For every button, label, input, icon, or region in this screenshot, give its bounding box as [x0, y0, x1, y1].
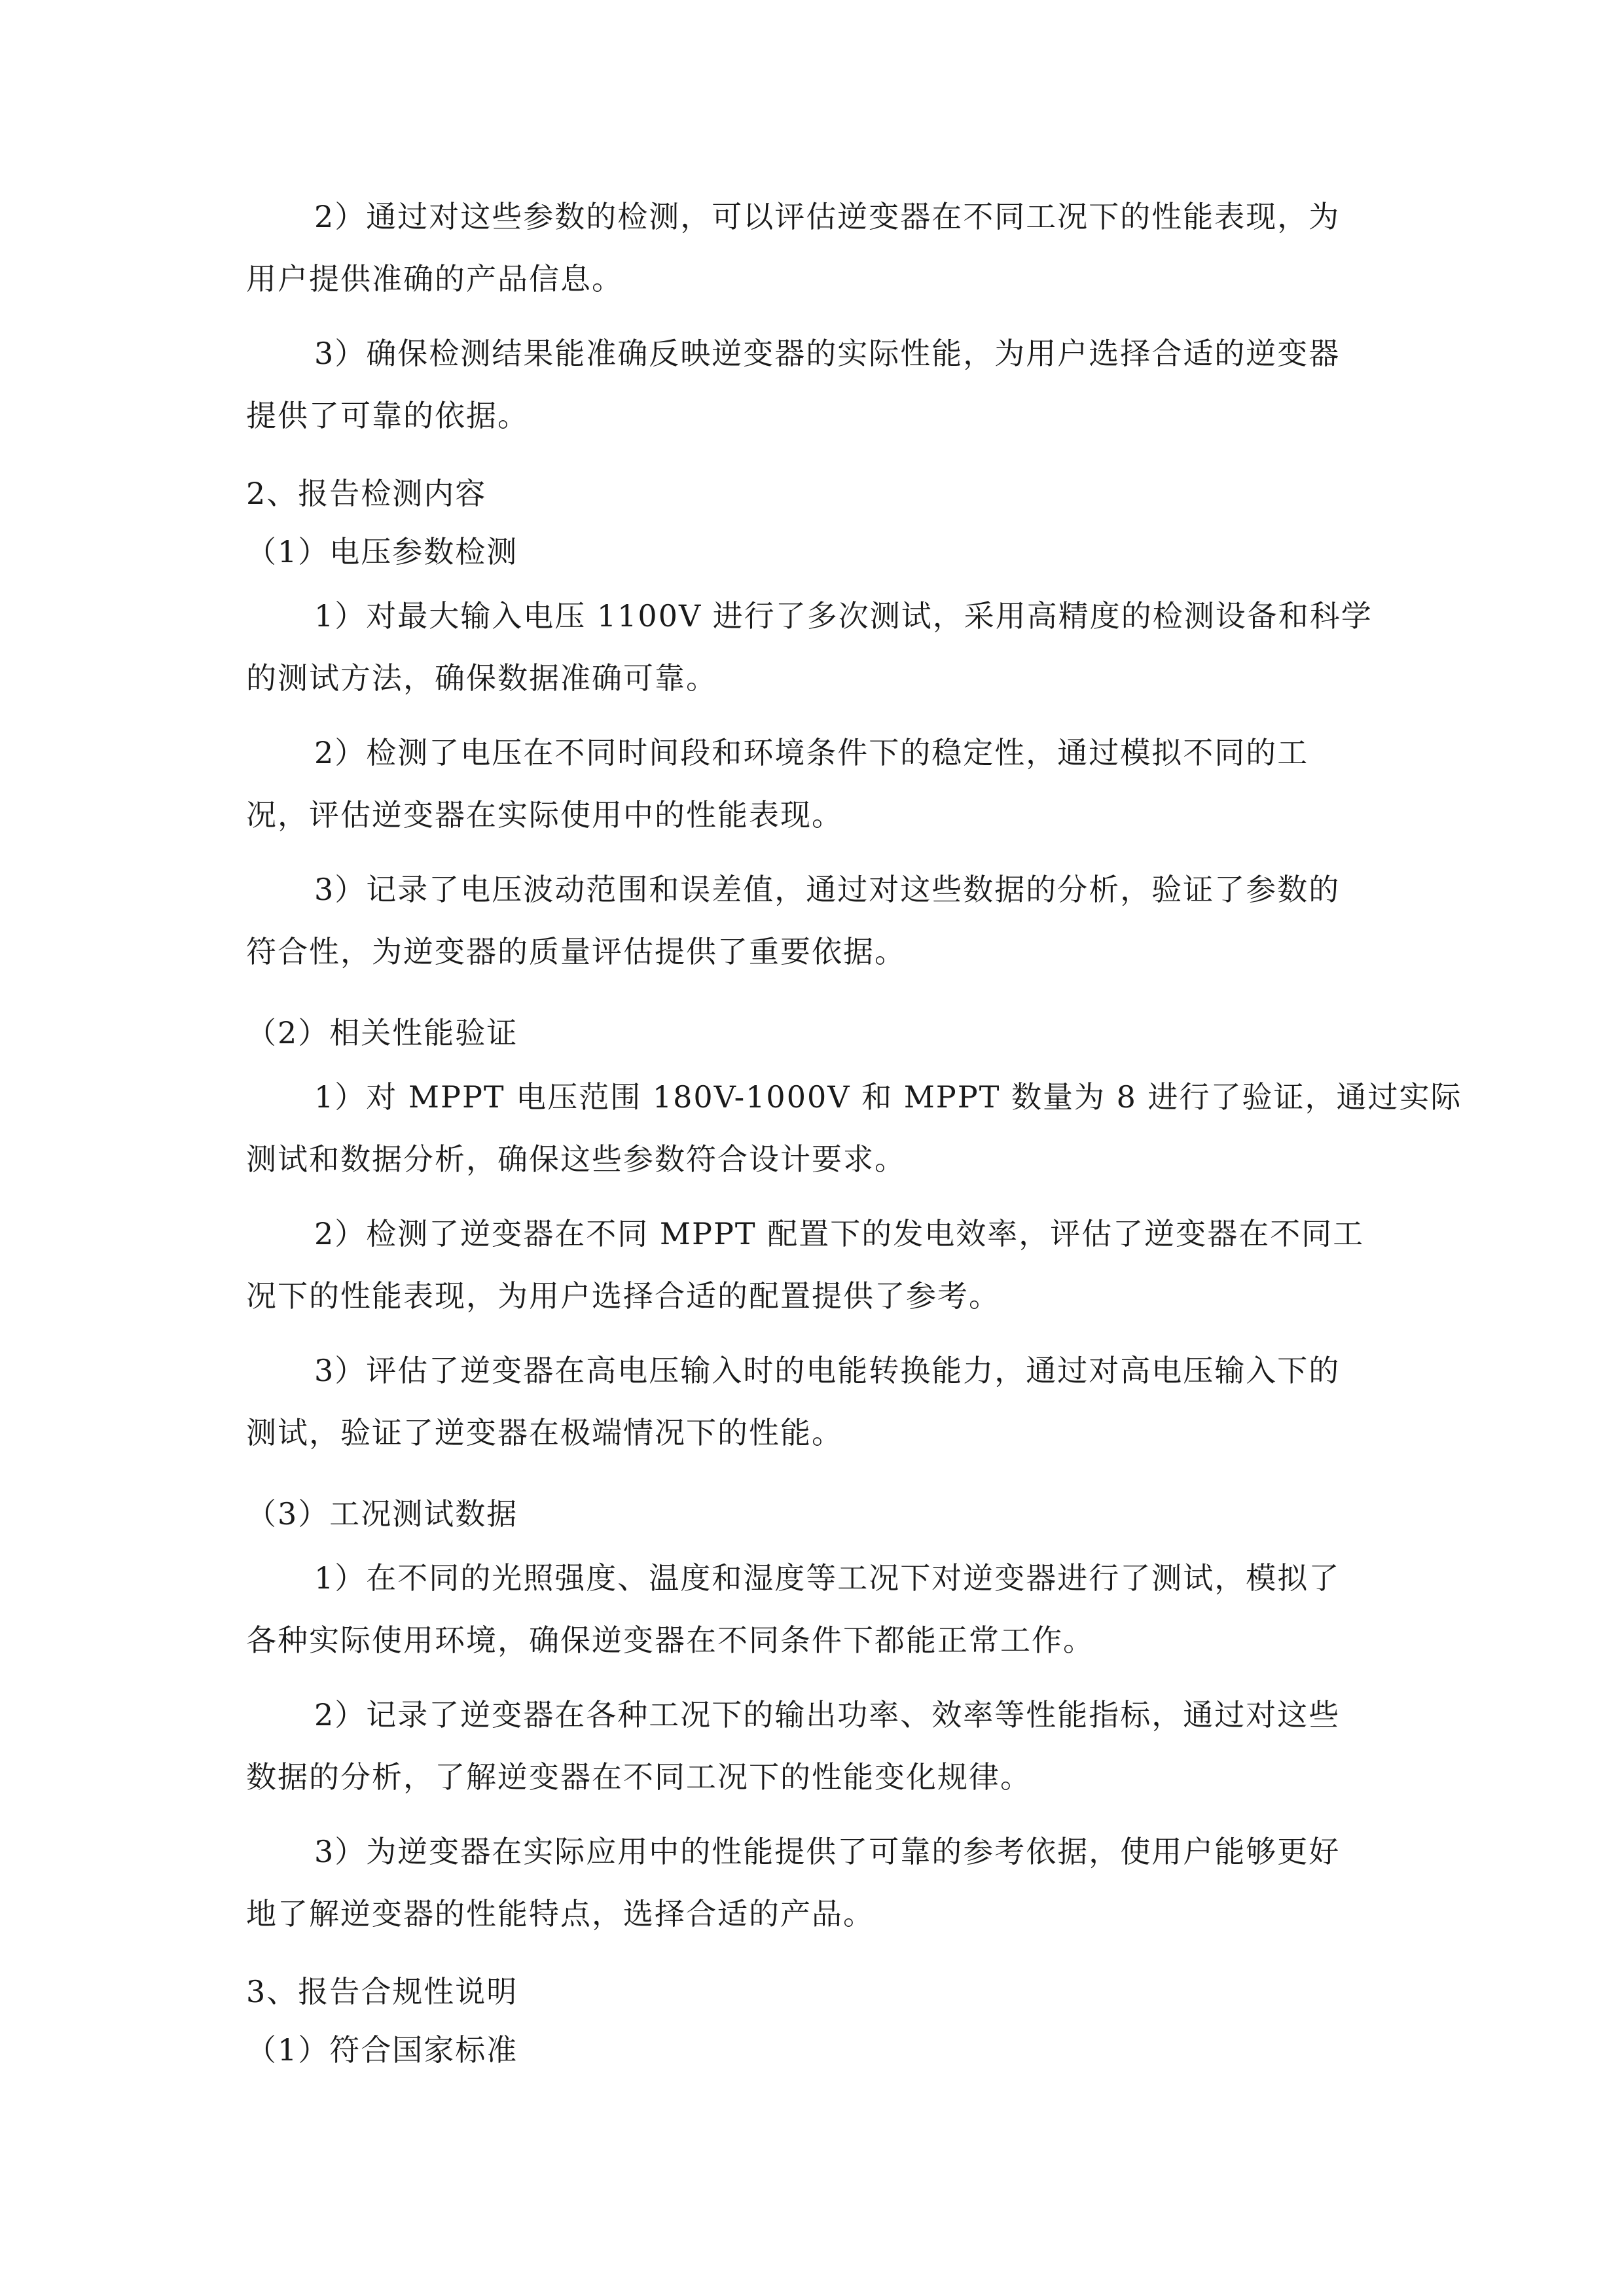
paragraph-line: 测试和数据分析，确保这些参数符合设计要求。 [246, 1141, 906, 1177]
paragraph-line: 1）对最大输入电压 1100V 进行了多次测试，采用高精度的检测设备和科学 [314, 598, 1373, 634]
section-heading: 2、报告检测内容 [246, 476, 487, 511]
section-heading: 3、报告合规性说明 [246, 1974, 518, 2009]
subsection-heading: （3）工况测试数据 [246, 1496, 518, 1532]
paragraph-line: 3）为逆变器在实际应用中的性能提供了可靠的参考依据，使用户能够更好 [314, 1834, 1341, 1869]
paragraph-line: 况下的性能表现，为用户选择合适的配置提供了参考。 [246, 1278, 1000, 1314]
paragraph-line: 2）检测了逆变器在不同 MPPT 配置下的发电效率，评估了逆变器在不同工 [314, 1216, 1365, 1251]
subsection-heading: （1）电压参数检测 [246, 534, 518, 569]
paragraph-line: 2）记录了逆变器在各种工况下的输出功率、效率等性能指标，通过对这些 [314, 1697, 1341, 1732]
paragraph-line: 符合性，为逆变器的质量评估提供了重要依据。 [246, 934, 906, 969]
paragraph-line: 1）在不同的光照强度、温度和湿度等工况下对逆变器进行了测试，模拟了 [314, 1560, 1341, 1596]
paragraph-line: 各种实际使用环境，确保逆变器在不同条件下都能正常工作。 [246, 1623, 1094, 1658]
paragraph-line: 2）检测了电压在不同时间段和环境条件下的稳定性，通过模拟不同的工 [314, 735, 1309, 770]
paragraph-line: 测试，验证了逆变器在极端情况下的性能。 [246, 1415, 843, 1450]
paragraph-line: 提供了可靠的依据。 [246, 398, 529, 433]
paragraph-line: 1）对 MPPT 电压范围 180V-1000V 和 MPPT 数量为 8 进行了验证，通过实际 [314, 1079, 1462, 1115]
paragraph-line: 3）评估了逆变器在高电压输入时的电能转换能力，通过对高电压输入下的 [314, 1353, 1341, 1388]
paragraph-line: 2）通过对这些参数的检测，可以评估逆变器在不同工况下的性能表现，为 [314, 199, 1341, 234]
paragraph-line: 数据的分析，了解逆变器在不同工况下的性能变化规律。 [246, 1759, 1032, 1795]
paragraph-line: 3）记录了电压波动范围和误差值，通过对这些数据的分析，验证了参数的 [314, 872, 1341, 907]
subsection-heading: （1）符合国家标准 [246, 2032, 518, 2068]
paragraph-line: 的测试方法，确保数据准确可靠。 [246, 660, 717, 696]
paragraph-line: 况，评估逆变器在实际使用中的性能表现。 [246, 797, 843, 833]
paragraph-line: 用户提供准确的产品信息。 [246, 261, 623, 296]
paragraph-line: 3）确保检测结果能准确反映逆变器的实际性能，为用户选择合适的逆变器 [314, 336, 1341, 371]
paragraph-line: 地了解逆变器的性能特点，选择合适的产品。 [246, 1896, 875, 1931]
subsection-heading: （2）相关性能验证 [246, 1015, 518, 1050]
